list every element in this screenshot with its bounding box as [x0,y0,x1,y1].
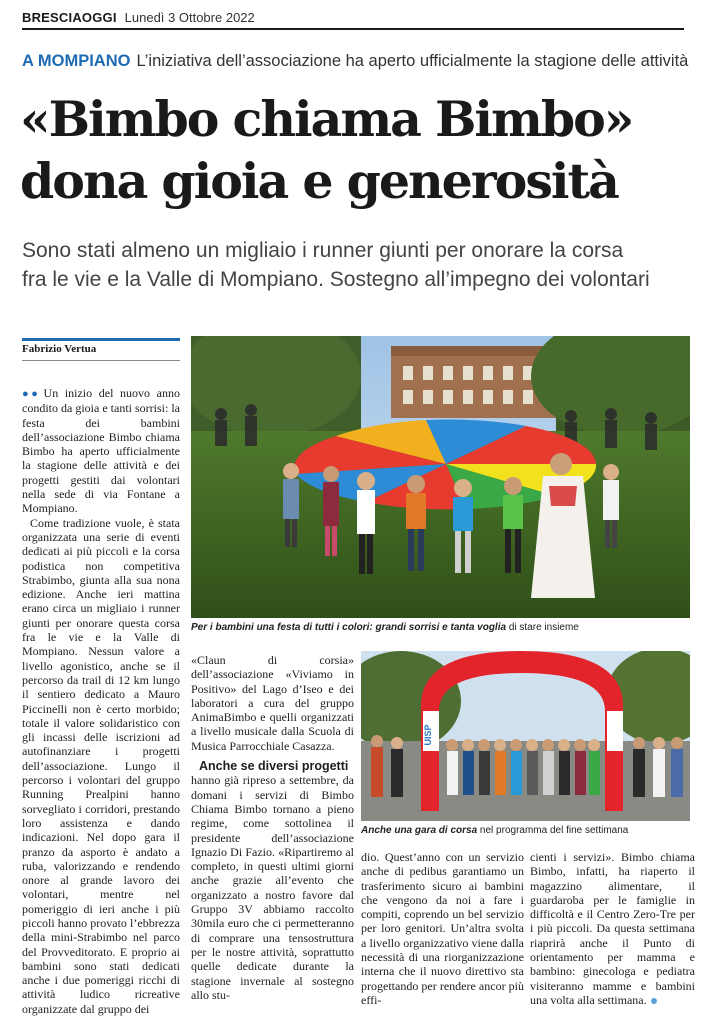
article-paragraph: «Claun di corsia» dell’associazione «Viviamo in Positivo» del Lago d’Iseo e dei laboratori a cura del gruppo AnimaBimbo e quelli organizzati a livello musicale dalla Scuola di Musica Parrocchiale Casazza. [191,653,354,753]
article-paragraph: Come tradizione vuole, è stata organizzata una serie di eventi dedicati ai più piccoli e la corsa podistica non competitiva Strabimbo, giunta alla sua nona edizione. Anche ieri mattina erano circa un migliaio i runner giunti per onorare questa corsa fra le vie e la Valle di Mompiano. Nessun valore a livello agonistico, anche se il percorso da trail di 12 km lungo il sentiero dedicato a Mauro Piccinelli non è certo morbido; totale il valore solidaristico con gli incassi delle iscrizioni ad autofinanziare i progetti dell’associazione. Lungo il percorso i volontari del gruppo Running Prealpini hanno sorvegliato i corridori, prestando loro assistenza e dando indicazioni. Nel dopo gara il pranzo da asporto è andato a ruba, valorizzando e rendendo onore al grande lavoro dei volontari, mentre nel pomeriggio di ieri anche i più piccoli hanno provato l’ebbrezza della mini-Strabimbo nel parco del Provveditorato. E proprio ai bambini sono stati dedicati anche i due pomeriggi ricchi di attività ludico ricreative organizzate dal gruppo dei [22,515,180,1016]
race-photo-illustration [361,651,690,821]
photo-parachute-game [191,336,690,618]
article-column-3 [361,850,524,1018]
end-of-article-dot-icon [651,998,657,1004]
photo-caption-2: Anche una gara di corsa nel programma del fine settimana [361,825,629,836]
byline: Fabrizio Vertua [22,338,180,361]
kicker [22,52,692,71]
issue-date: Lunedì 3 Ottobre 2022 [124,9,255,25]
subtitle-line-2: fra le vie e la Valle di Mompiano. Sostegno all’impegno dei volontari [22,268,650,291]
subtitle [22,236,692,294]
arch-banner-text: UISP [423,724,433,746]
photo-running-race [361,651,690,821]
headline-line-1: «Bimbo chiama Bimbo» [20,90,633,148]
parachute-photo-illustration [191,336,690,618]
article-column-2 [191,653,354,1018]
article-column-1 [22,386,180,1018]
subtitle-line-1: Sono stati almeno un migliaio i runner giunti per onorare la corsa [22,239,624,262]
article-paragraph: ●● Un inizio del nuovo anno condito da gioia e tanti sorrisi: la festa dei bambini dell’associazione Bimbo chiama Bimbo ha aperto ufficialmente la stagione delle attività e dei progetti gestiti dai volontari nella sede di via Fontane a Mompiano. [22,386,180,516]
article-paragraph: cienti i servizi». Bimbo chiama Bimbo, infatti, ha riaperto il magazzino alimentare, il guardaroba per le famiglie in difficoltà e il Centro Zero-Tre per i più piccoli. Da questa settimana riaprirà anche il Punto di orientamento per mamma e bambino: ginecologa e pediatra visiteranno mamme e bambini una volta alla settimana. [530,850,695,1007]
headline [20,88,696,212]
kicker-location: A MOMPIANO [22,52,131,70]
headline-line-2: dona gioia e generosità [20,152,618,210]
article-paragraph: dio. Quest’anno con un servizio anche di pedibus garantiamo un trasferimento sicuro ai bambini che vengono da noi a fare i compiti, coprendo un bel servizio per loro genitori. Un’altra svolta a livello organizzativo viene dalla necessità di una riorganizzazione interna che il nuovo direttivo sta progettando per rendere ancor più effi- [361,850,524,1007]
newspaper-brand: BRESCIAOGGI [22,9,117,25]
article-subhead: Anche se diversi progetti [199,759,349,774]
article-paragraph: hanno già ripreso a settembre, da domani i servizi di Bimbo Chiama Bimbo tornano a pieno regime, come sottolinea il presidente dell’associazione Ignazio Di Fazio. «Ripartiremo al completo, in questi ultimi giorni anche grazie all’evento che organizzato a nostro favore dal Gruppo 3V abbiamo raccolto 30mila euro che ci permetteranno di comprare una tensostruttura per le nostre attività, soprattutto quelle dedicate durante la stagione invernale al sostegno allo stu- [191,773,354,1002]
photo-caption-1: Per i bambini una festa di tutti i colori: grandi sorrisi e tanta voglia di stare insieme [191,622,579,633]
masthead [22,6,684,30]
kicker-text: L’iniziativa dell’associazione ha aperto ufficialmente la stagione delle attività [136,52,689,70]
article-column-4 [530,850,695,1018]
lead-dots-icon: ●● [22,388,41,400]
